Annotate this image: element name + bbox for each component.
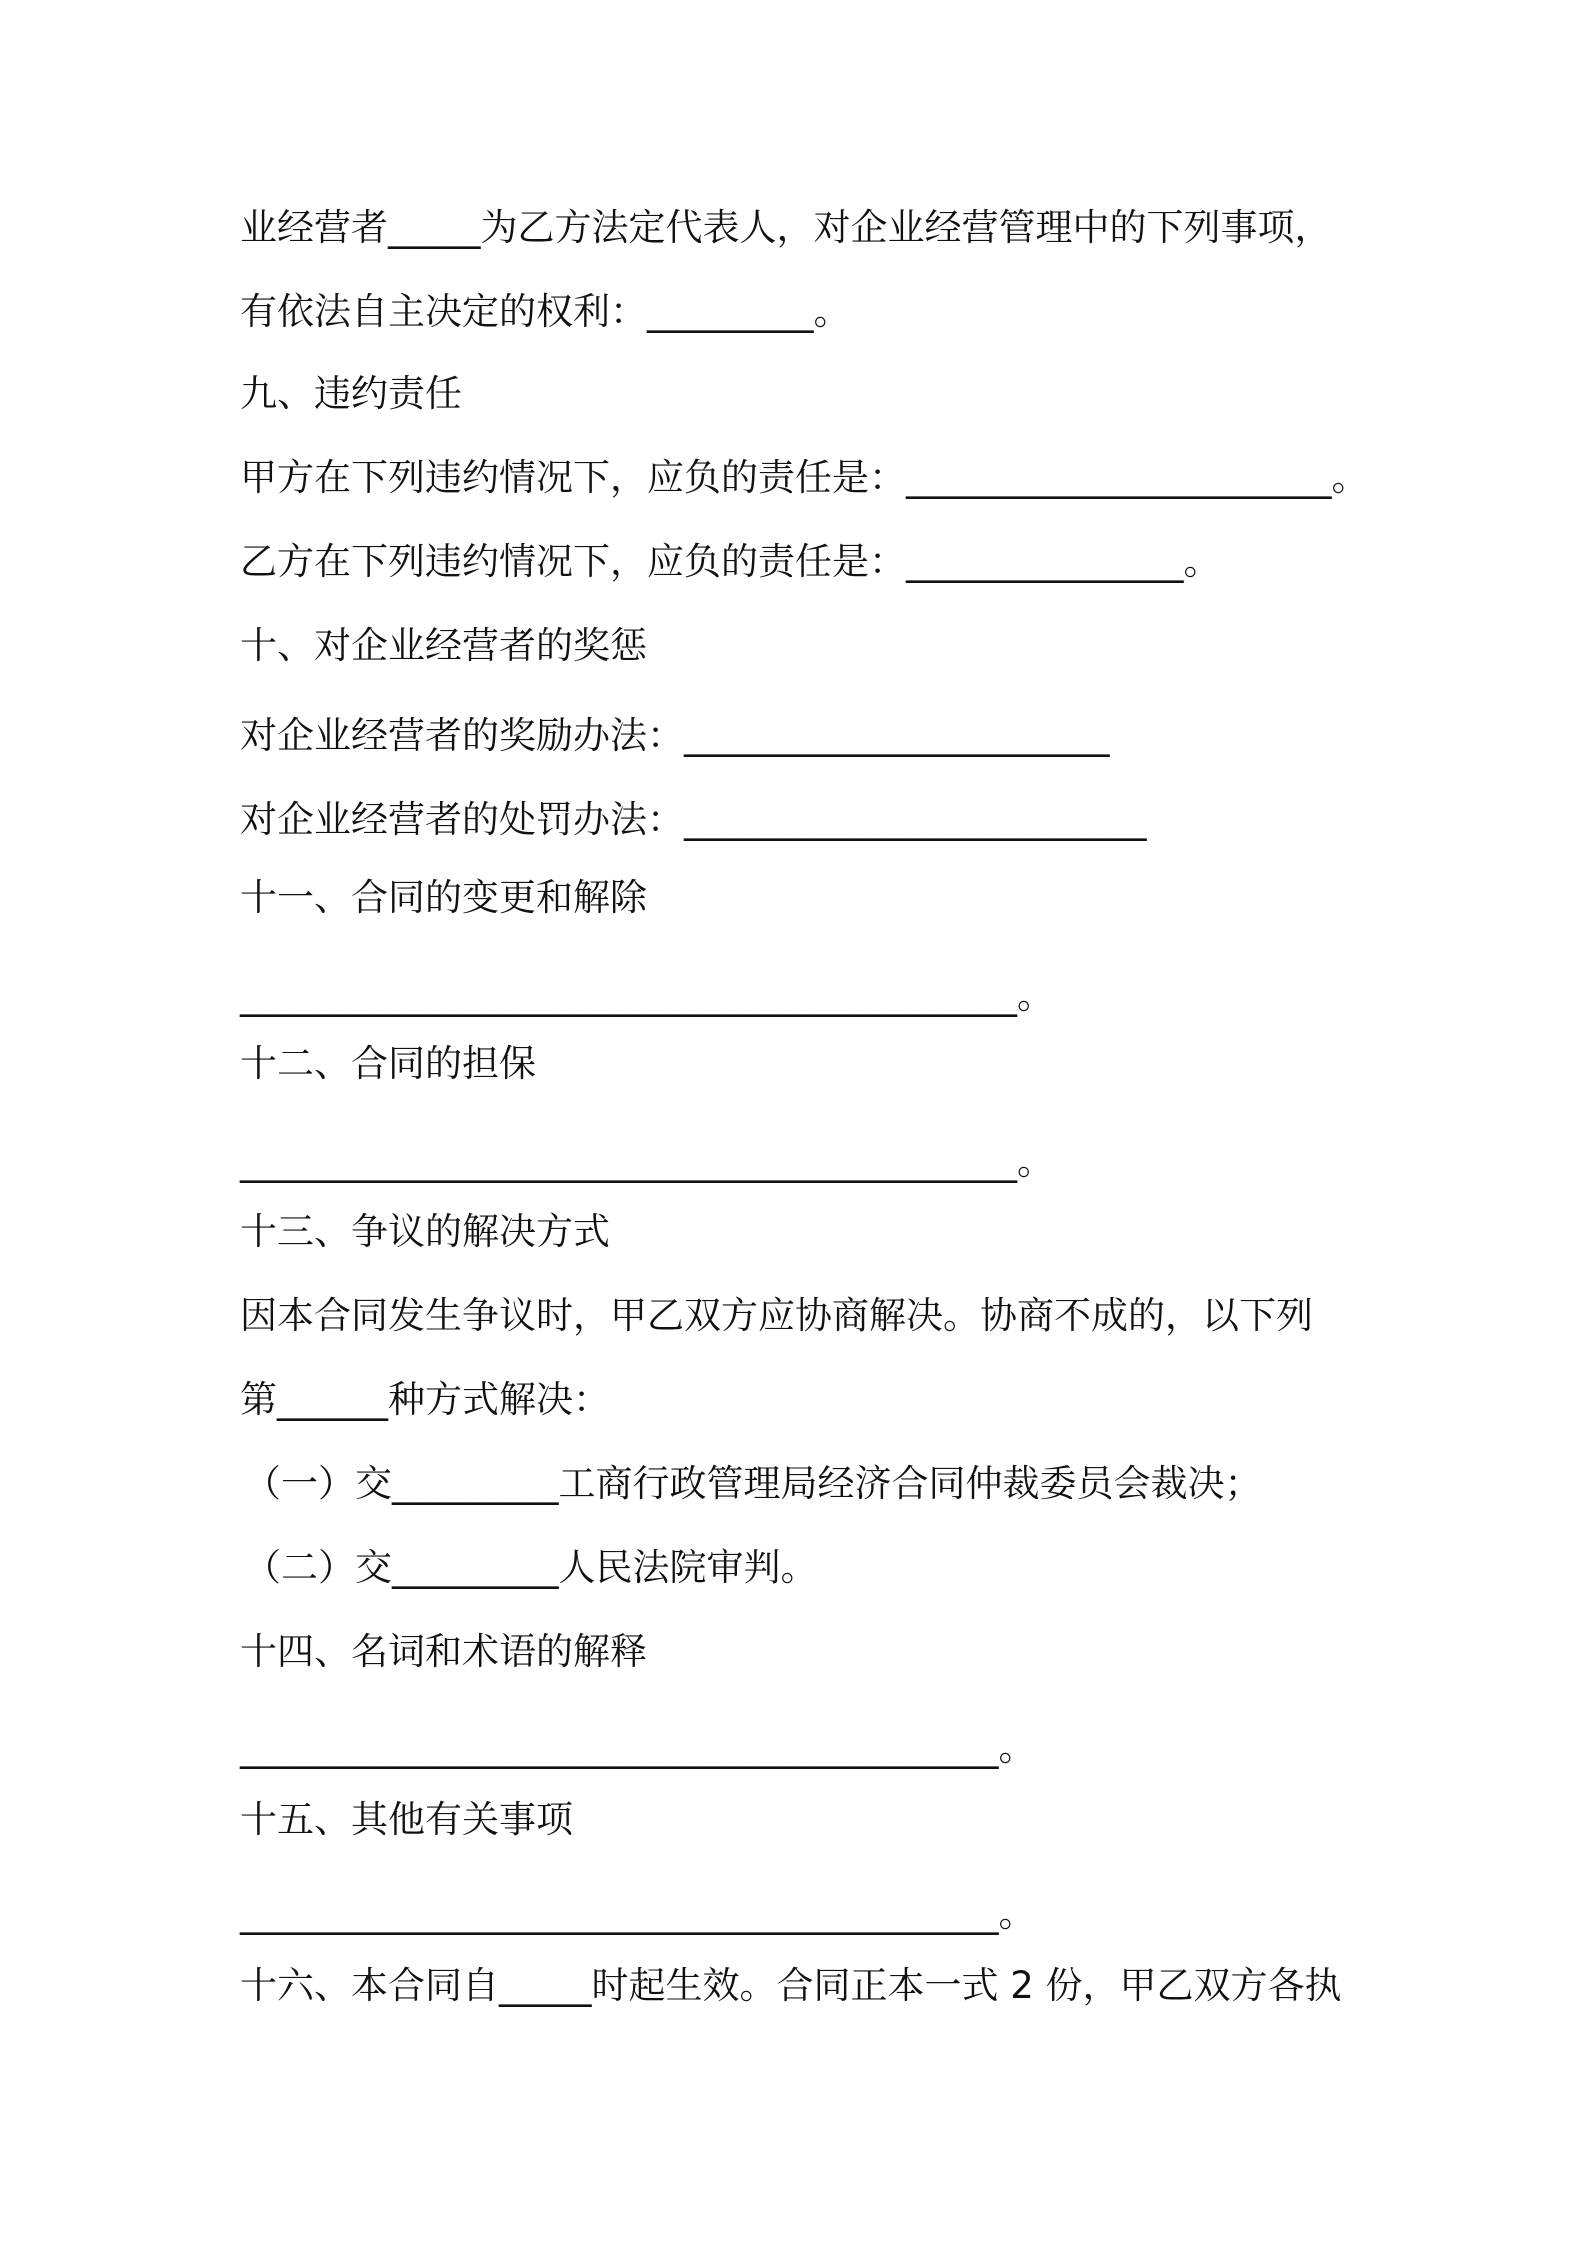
paragraph-line-5: 对企业经营者的奖励办法：_______________________ [240, 714, 1110, 757]
paragraph-line-7: 因本合同发生争议时，甲乙双方应协商解决。协商不成的，以下列 [240, 1294, 1313, 1337]
option-line-2: （二）交_________人民法院审判。 [244, 1546, 818, 1589]
section-heading-12: 十二、合同的担保 [240, 1042, 536, 1085]
option-line-1: （一）交_________工商行政管理局经济合同仲裁委员会裁决； [244, 1462, 1262, 1505]
section-heading-14: 十四、名词和术语的解释 [240, 1630, 647, 1673]
blank-fill-line-2: __________________________________________。 [240, 1140, 1054, 1183]
section-heading-11: 十一、合同的变更和解除 [240, 876, 647, 919]
blank-fill-line-3: _________________________________________。 [240, 1726, 1036, 1769]
paragraph-line-3: 甲方在下列违约情况下，应负的责任是：_______________________。 [240, 456, 1369, 499]
section-heading-9: 九、违约责任 [240, 372, 462, 415]
section-heading-16: 十六、本合同自_____时起生效。合同正本一式 2 份，甲乙双方各执 [240, 1964, 1342, 2007]
section-heading-15: 十五、其他有关事项 [240, 1798, 573, 1841]
section-heading-10: 十、对企业经营者的奖惩 [240, 624, 647, 667]
section-heading-13: 十三、争议的解决方式 [240, 1210, 610, 1253]
blank-fill-line-4: _________________________________________。 [240, 1892, 1036, 1935]
paragraph-line-2: 有依法自主决定的权利：_________。 [240, 290, 851, 333]
paragraph-line-6: 对企业经营者的处罚办法：_________________________ [240, 798, 1147, 841]
paragraph-line-4: 乙方在下列违约情况下，应负的责任是：_______________。 [240, 540, 1221, 583]
paragraph-line-8: 第______种方式解决： [240, 1378, 610, 1421]
blank-fill-line-1: __________________________________________。 [240, 974, 1054, 1017]
paragraph-line-1: 业经营者_____为乙方法定代表人，对企业经营管理中的下列事项， [240, 206, 1332, 249]
